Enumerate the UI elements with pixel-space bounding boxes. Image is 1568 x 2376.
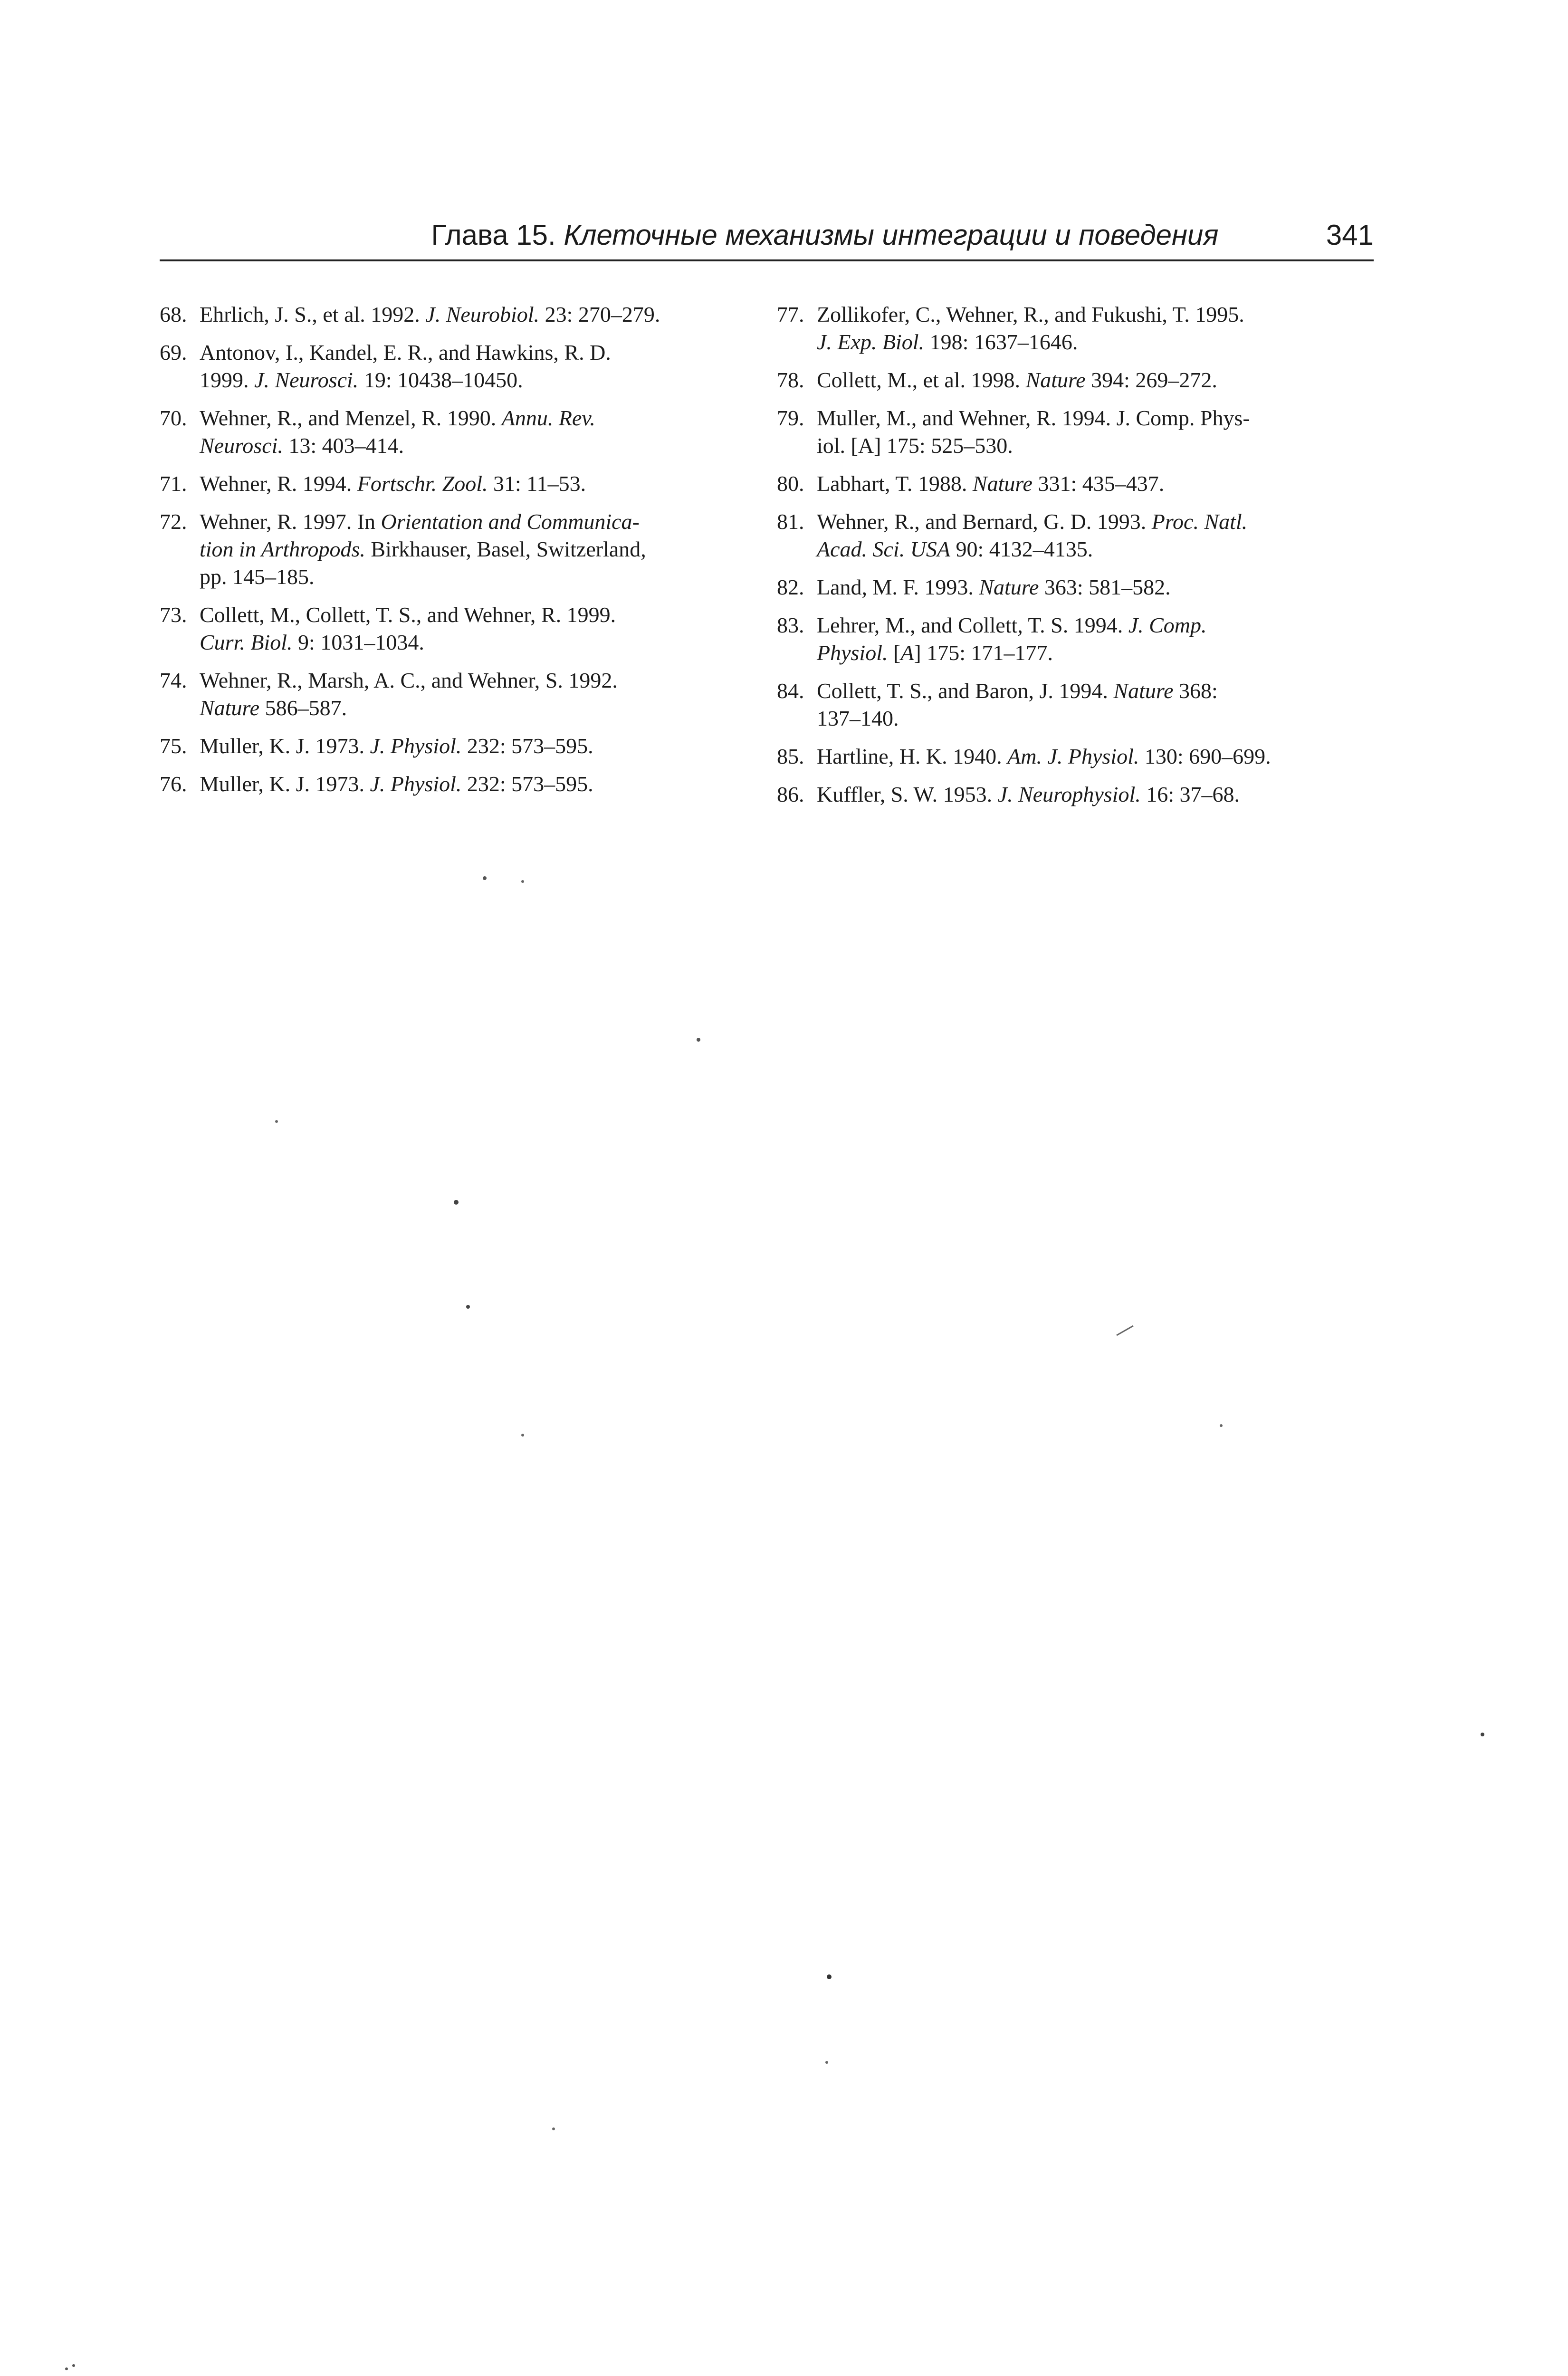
reference-segment: pp. 145–185. bbox=[200, 565, 315, 589]
speck bbox=[521, 880, 524, 883]
reference-segment: [ bbox=[888, 641, 901, 665]
reference-number: 81. bbox=[777, 509, 804, 534]
speck bbox=[825, 2061, 828, 2064]
speck bbox=[275, 1120, 278, 1123]
reference-item bbox=[777, 743, 1378, 770]
reference-line bbox=[817, 432, 1378, 460]
reference-text bbox=[200, 601, 754, 656]
reference-segment: Birkhauser, Basel, Switzerland, bbox=[365, 537, 646, 561]
reference-italic-segment: J. Physiol. bbox=[370, 772, 462, 796]
reference-segment: Land, M. F. 1993. bbox=[817, 575, 979, 599]
speck bbox=[454, 1200, 459, 1205]
speck bbox=[1481, 1733, 1484, 1736]
reference-line bbox=[817, 705, 1378, 732]
speck bbox=[466, 1305, 470, 1309]
reference-text bbox=[817, 508, 1378, 563]
chapter-name: Клеточные механизмы интеграции и поведения bbox=[564, 219, 1219, 251]
reference-line bbox=[200, 563, 754, 591]
reference-line bbox=[200, 508, 754, 536]
reference-line bbox=[200, 694, 754, 722]
reference-segment: Wehner, R., and Menzel, R. 1990. bbox=[200, 406, 502, 430]
reference-italic-segment: Orientation and Communica- bbox=[381, 509, 640, 534]
reference-segment: Kuffler, S. W. 1953. bbox=[817, 782, 998, 806]
speck bbox=[697, 1038, 700, 1042]
reference-number: 76. bbox=[160, 772, 187, 796]
reference-item bbox=[777, 781, 1378, 808]
reference-italic-segment: Nature bbox=[972, 471, 1033, 496]
reference-item bbox=[160, 339, 754, 394]
reference-number: 74. bbox=[160, 668, 187, 692]
reference-line bbox=[817, 404, 1378, 432]
reference-line bbox=[200, 339, 754, 366]
reference-segment: Labhart, T. 1988. bbox=[817, 471, 973, 496]
reference-number: 83. bbox=[777, 613, 804, 637]
reference-segment: Collett, T. S., and Baron, J. 1994. bbox=[817, 679, 1114, 703]
reference-line bbox=[200, 366, 754, 394]
page-number: 341 bbox=[1326, 219, 1374, 251]
reference-text bbox=[200, 732, 754, 760]
reference-number: 75. bbox=[160, 734, 187, 758]
chapter-label: Глава 15. bbox=[431, 219, 556, 251]
chapter-title bbox=[397, 219, 1252, 252]
reference-text bbox=[817, 366, 1378, 394]
reference-segment: Wehner, R., Marsh, A. C., and Wehner, S. 1992. bbox=[200, 668, 618, 692]
reference-italic-segment: J. Neurobiol. bbox=[425, 302, 540, 326]
reference-segment: 16: 37–68. bbox=[1140, 782, 1240, 806]
reference-text bbox=[817, 677, 1378, 732]
reference-italic-segment: Nature bbox=[1113, 679, 1174, 703]
reference-line bbox=[817, 743, 1378, 770]
reference-text bbox=[200, 301, 754, 328]
reference-italic-segment: Nature bbox=[979, 575, 1039, 599]
speck bbox=[65, 2367, 68, 2370]
reference-text bbox=[817, 470, 1378, 498]
reference-italic-segment: J. Neurosci. bbox=[254, 368, 359, 392]
reference-text bbox=[200, 508, 754, 591]
reference-item bbox=[160, 470, 754, 498]
reference-line bbox=[817, 639, 1378, 667]
reference-segment: ] 175: 171–177. bbox=[914, 641, 1053, 665]
reference-item bbox=[160, 508, 754, 591]
reference-italic-segment: Annu. Rev. bbox=[501, 406, 595, 430]
reference-item bbox=[777, 508, 1378, 563]
references-left-column bbox=[160, 301, 754, 808]
reference-segment: Collett, M., Collett, T. S., and Wehner, R. 1999. bbox=[200, 603, 616, 627]
running-header bbox=[160, 214, 1374, 261]
reference-line bbox=[200, 601, 754, 629]
reference-segment: Hartline, H. K. 1940. bbox=[817, 744, 1008, 768]
reference-segment: Lehrer, M., and Collett, T. S. 1994. bbox=[817, 613, 1128, 637]
reference-italic-segment: J. Neurophysiol. bbox=[997, 782, 1141, 806]
reference-italic-segment: Am. J. Physiol. bbox=[1007, 744, 1139, 768]
reference-item bbox=[777, 470, 1378, 498]
reference-number: 79. bbox=[777, 406, 804, 430]
reference-number: 70. bbox=[160, 406, 187, 430]
reference-segment: 586–587. bbox=[259, 696, 347, 720]
reference-italic-segment: Acad. Sci. USA bbox=[817, 537, 951, 561]
reference-segment: 331: 435–437. bbox=[1032, 471, 1165, 496]
speck bbox=[1220, 1424, 1223, 1427]
reference-segment: Muller, K. J. 1973. bbox=[200, 772, 370, 796]
reference-line bbox=[817, 508, 1378, 536]
reference-segment: Wehner, R. 1997. In bbox=[200, 509, 381, 534]
reference-line bbox=[200, 432, 754, 460]
reference-italic-segment: Fortschr. Zool. bbox=[357, 471, 488, 496]
reference-segment: Muller, K. J. 1973. bbox=[200, 734, 370, 758]
reference-segment: 23: 270–279. bbox=[539, 302, 660, 326]
reference-line bbox=[200, 629, 754, 656]
reference-text bbox=[817, 781, 1378, 808]
reference-item bbox=[160, 601, 754, 656]
reference-segment: Muller, M., and Wehner, R. 1994. J. Comp. Phys- bbox=[817, 406, 1250, 430]
reference-item bbox=[777, 677, 1378, 732]
reference-number: 82. bbox=[777, 575, 804, 599]
reference-number: 77. bbox=[777, 302, 804, 326]
reference-line bbox=[200, 770, 754, 798]
reference-segment: 9: 1031–1034. bbox=[292, 630, 424, 654]
reference-line bbox=[817, 574, 1378, 601]
reference-segment: 394: 269–272. bbox=[1085, 368, 1217, 392]
reference-segment: 137–140. bbox=[817, 706, 899, 730]
reference-text bbox=[200, 770, 754, 798]
reference-segment: 368: bbox=[1173, 679, 1218, 703]
reference-number: 78. bbox=[777, 368, 804, 392]
reference-text bbox=[200, 339, 754, 394]
reference-line bbox=[817, 328, 1378, 356]
reference-segment: 1999. bbox=[200, 368, 254, 392]
reference-line bbox=[817, 366, 1378, 394]
reference-line bbox=[817, 470, 1378, 498]
reference-item bbox=[160, 667, 754, 722]
reference-item bbox=[160, 732, 754, 760]
reference-italic-segment: J. Physiol. bbox=[370, 734, 462, 758]
reference-text bbox=[817, 743, 1378, 770]
reference-segment: 19: 10438–10450. bbox=[358, 368, 523, 392]
speck bbox=[483, 876, 487, 880]
reference-segment: Wehner, R., and Bernard, G. D. 1993. bbox=[817, 509, 1152, 534]
speck bbox=[72, 2364, 75, 2367]
reference-segment: Ehrlich, J. S., et al. 1992. bbox=[200, 302, 426, 326]
reference-text bbox=[817, 574, 1378, 601]
reference-item bbox=[160, 770, 754, 798]
reference-text bbox=[817, 612, 1378, 667]
reference-text bbox=[817, 301, 1378, 356]
reference-segment: Antonov, I., Kandel, E. R., and Hawkins, R. D. bbox=[200, 340, 611, 364]
reference-italic-segment: Neurosci. bbox=[200, 433, 283, 458]
reference-number: 84. bbox=[777, 679, 804, 703]
reference-italic-segment: Proc. Natl. bbox=[1151, 509, 1248, 534]
reference-segment: 232: 573–595. bbox=[461, 734, 593, 758]
reference-segment: 363: 581–582. bbox=[1039, 575, 1171, 599]
reference-line bbox=[817, 612, 1378, 639]
reference-line bbox=[200, 536, 754, 563]
reference-number: 72. bbox=[160, 509, 187, 534]
speck bbox=[552, 2127, 555, 2130]
reference-italic-segment: J. Exp. Biol. bbox=[817, 330, 925, 354]
reference-italic-segment: Curr. Biol. bbox=[200, 630, 293, 654]
reference-segment: 90: 4132–4135. bbox=[950, 537, 1093, 561]
reference-text bbox=[817, 404, 1378, 460]
reference-number: 85. bbox=[777, 744, 804, 768]
reference-item bbox=[777, 366, 1378, 394]
reference-segment: Wehner, R. 1994. bbox=[200, 471, 357, 496]
reference-text bbox=[200, 470, 754, 498]
reference-line bbox=[817, 536, 1378, 563]
reference-number: 86. bbox=[777, 782, 804, 806]
reference-segment: 198: 1637–1646. bbox=[924, 330, 1078, 354]
reference-text bbox=[200, 667, 754, 722]
reference-line bbox=[200, 732, 754, 760]
reference-item bbox=[160, 301, 754, 328]
reference-italic-segment: Physiol. bbox=[817, 641, 888, 665]
reference-item bbox=[160, 404, 754, 460]
reference-number: 69. bbox=[160, 340, 187, 364]
reference-line bbox=[200, 301, 754, 328]
reference-number: 71. bbox=[160, 471, 187, 496]
reference-item bbox=[777, 612, 1378, 667]
reference-line bbox=[817, 781, 1378, 808]
reference-item bbox=[777, 574, 1378, 601]
reference-text bbox=[200, 404, 754, 460]
reference-italic-segment: A bbox=[900, 641, 914, 665]
speck bbox=[1117, 1326, 1133, 1335]
reference-line bbox=[200, 470, 754, 498]
reference-line bbox=[817, 301, 1378, 328]
reference-number: 80. bbox=[777, 471, 804, 496]
reference-segment: iol. [A] 175: 525–530. bbox=[817, 433, 1013, 458]
reference-number: 73. bbox=[160, 603, 187, 627]
reference-italic-segment: J. Comp. bbox=[1128, 613, 1207, 637]
reference-italic-segment: Nature bbox=[200, 696, 260, 720]
references-right-column bbox=[777, 301, 1378, 819]
reference-number: 68. bbox=[160, 302, 187, 326]
reference-item bbox=[777, 404, 1378, 460]
reference-segment: 232: 573–595. bbox=[461, 772, 593, 796]
speck bbox=[521, 1434, 524, 1437]
reference-segment: 31: 11–53. bbox=[488, 471, 586, 496]
reference-segment: Collett, M., et al. 1998. bbox=[817, 368, 1026, 392]
reference-italic-segment: tion in Arthropods. bbox=[200, 537, 365, 561]
reference-line bbox=[817, 677, 1378, 705]
reference-segment: 13: 403–414. bbox=[283, 433, 404, 458]
reference-item bbox=[777, 301, 1378, 356]
reference-italic-segment: Nature bbox=[1025, 368, 1086, 392]
reference-segment: 130: 690–699. bbox=[1139, 744, 1271, 768]
speck bbox=[827, 1974, 832, 1979]
reference-segment: Zollikofer, C., Wehner, R., and Fukushi, T. 1995. bbox=[817, 302, 1244, 326]
reference-line bbox=[200, 404, 754, 432]
reference-line bbox=[200, 667, 754, 694]
